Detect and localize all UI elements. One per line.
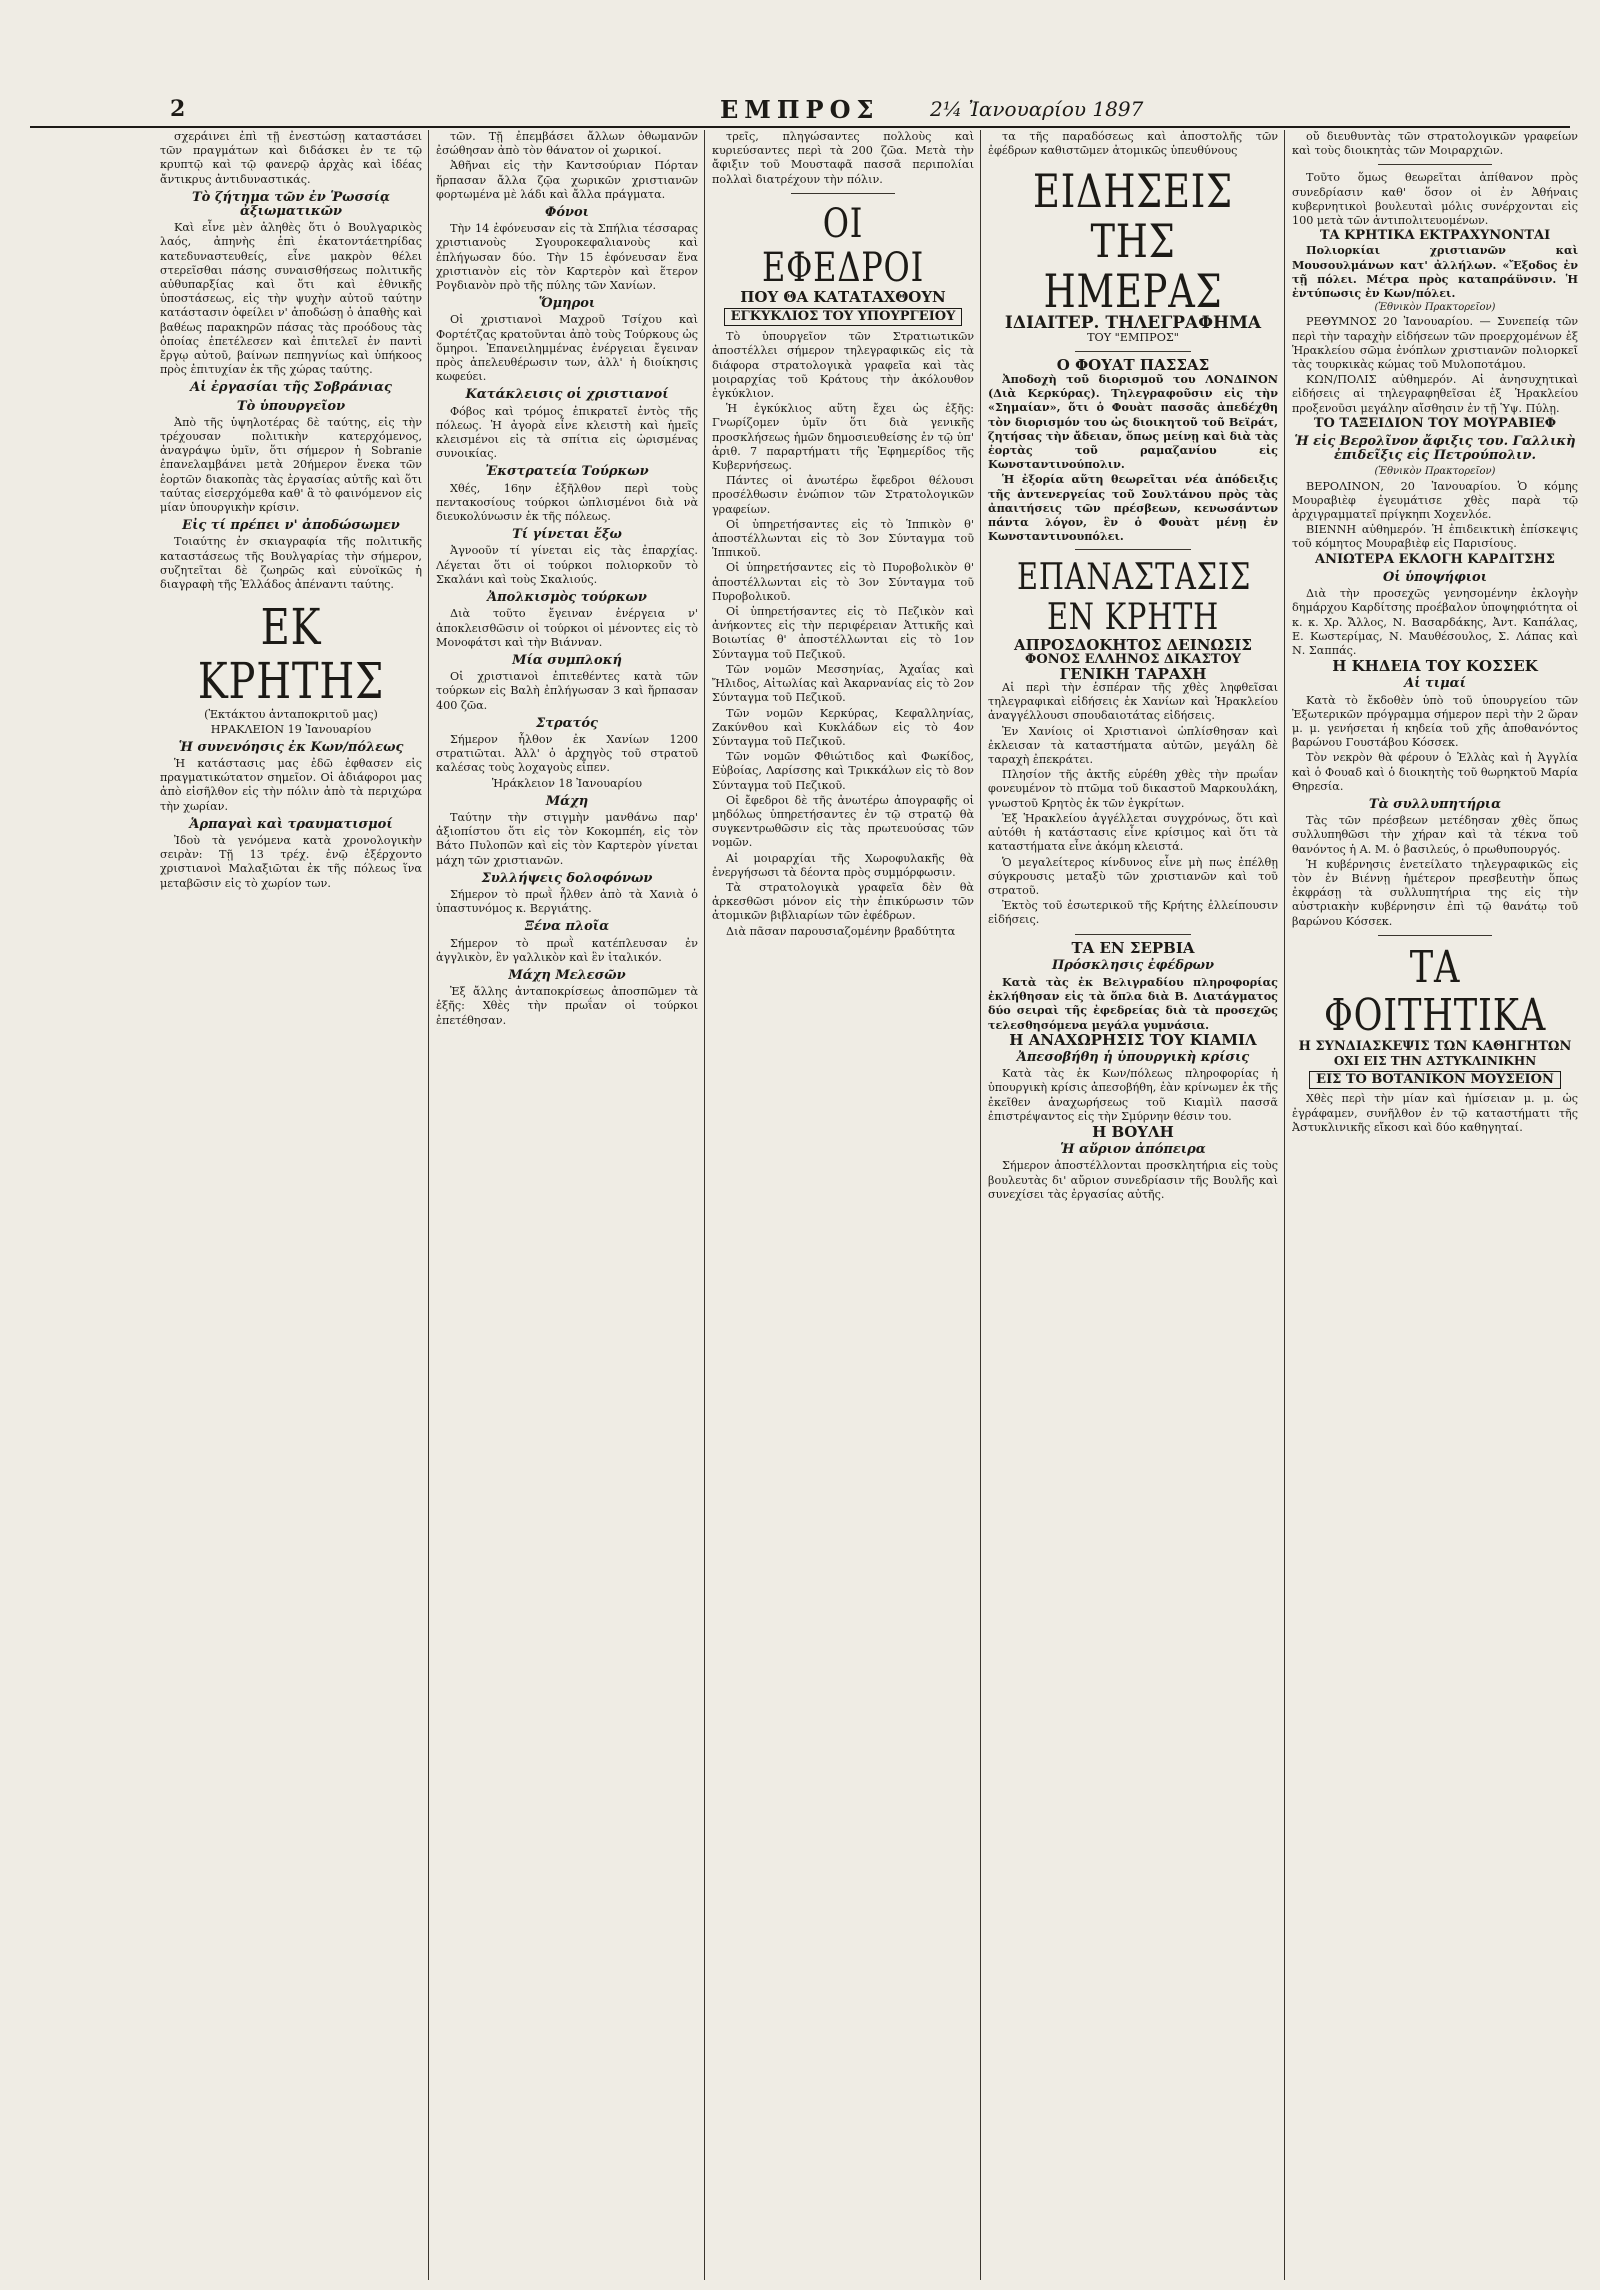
- article-kicker: ΕΓΚΥΚΛΙΟΣ ΤΟΥ ΥΠΟΥΡΓΕΙΟΥ: [724, 308, 963, 326]
- article-text: Διὰ τὴν προσεχῶς γενησομένην ἐκλογὴν δημάρχου Καρδίτσης προέβαλον ὑποψηφιότητα οἱ κ. κ. Χρ. Ἄλλος, Ν. Βασαρδάκης, Ἀντ. Καπάλας, Ε. Κωστερίμας, Ν. Μαυθέσουλος, Σ. Λάπας καὶ Ν. Σαππάς.: [1292, 587, 1578, 657]
- column-2: [436, 130, 698, 2280]
- article-text: οὔ διευθυντὰς τῶν στρατολογικῶν γραφείων καὶ τοὺς διοικητὰς τῶν Μοιραρχιῶν.: [1292, 130, 1578, 158]
- article-text: Καὶ εἶνε μὲν ἀληθὲς ὅτι ὁ Βουλγαρικὸς λαός, ἀπηνὴς ἐπὶ ἑκατοντάετηρίδας κατεδυναστευθείς, εἶνε μακρὸν θέλει στερεῖσθαι πάσης συναισθήσεως πολιτικῆς αὐθυπαρξίας καὶ ὅτι καὶ ἐθνικῆς ὑποστάσεως, εἰς τὴν ψυχὴν αὐτοῦ ταύτην κατάστασιν ὀφείλει ν' ἀποδώσῃ ὁ ἀπαθὴς καὶ βαθέως παρακηρῶν πάσας τὰς προόδους τὰς ὁποίας ἐπετέλεσεν καὶ ἐπιτελεῖ ἐν παντὶ ἔργῳ αὐτοῦ, βαίνων πεπηγνίως καὶ ὑπήκοος πρὸς ἐπιτυχίαν ἐκ τῆς χώρας ταύτης.: [160, 221, 422, 377]
- divider: [1075, 934, 1191, 935]
- column-3: [712, 130, 974, 2280]
- article-text: Οἱ χριστιανοὶ Μαχροῦ Τσίχου καὶ Φορτέτζας κρατοῦνται ἀπὸ τοὺς Τούρκους ὡς ὅμηροι. Ἐπανειλημμένας ἐνέργειαι ἔγειναν πρὸς ἀπελευθέρωσιν των, ἀλλ' ἡ διοίκησις κωφεύει.: [436, 313, 698, 384]
- article-text: τρεῖς, πληγώσαντες πολλοὺς καὶ κυριεύσαντες περὶ τὰ 200 ζῶα. Μετὰ τὴν ἄφιξιν τοῦ Μουσταφᾶ πασσᾶ περιπολίαι πολλαὶ διατρέχουν τὴν πόλιν.: [712, 130, 974, 186]
- article-text: Τὸν νεκρὸν θὰ φέρουν ὁ Ἑλλὰς καὶ ἡ Ἀγγλία καὶ ὁ Φουαδ καὶ ὁ διοικητὴς τοῦ θωρηκτοῦ Μαρία Θηρεσία.: [1292, 751, 1578, 793]
- article-text: Ἀγνοοῦν τί γίνεται εἰς τὰς ἐπαρχίας. Λέγεται ὅτι οἱ τούρκοι πολιορκοῦν τὸ Σκαλάνι καὶ τοὺς Σκαλιούς.: [436, 544, 698, 586]
- section-heading: Πρόσκλησις ἐφέδρων: [1051, 957, 1215, 973]
- article-text: Τὴν 14 ἐφόνευσαν εἰς τὰ Σπήλια τέσσαρας χριστιανοὺς Σγουροκεφαλιανοὺς καὶ ἐπλήγωσαν δύο. Τὴν 15 ἐφόνευσαν ἕνα χριστιανὸν εἰς τὸν Καρτερὸν καὶ ἕτερον Ρογδιανὸν πρὸ τῆς πύλης τῶν Χανίων.: [436, 222, 698, 293]
- article-text: Ἀποδοχὴ τοῦ διορισμοῦ του ΛΟΝΔΙΝΟΝ (Διὰ Κερκύρας). Τηλεγραφοῦσιν εἰς τὴν «Σημαίαν», ὅτι ὁ Φουὰτ πασσᾶς ἀπεδέχθη τὸν διορισμόν του ὡς διοικητοῦ τοῦ Βεϊράτ, ζητήσας τὴν ἄδειαν, ὅπως μείνῃ καὶ διὰ τὰς ἑορτὰς τοῦ ραμαζανίου εἰς Κωνσταντινούπολιν.: [988, 372, 1278, 472]
- section-heading: Ἡ εἰς Βερολῖνον ἄφιξις του. Γαλλικὴ ἐπιδεῖξις εἰς Πετρούπολιν.: [1294, 434, 1576, 464]
- article-subheadline: ΦΟΝΟΣ ΕΛΛΗΝΟΣ ΔΙΚΑΣΤΟΥ: [1025, 651, 1241, 667]
- dateline: ΗΡΑΚΛΕΙΟΝ 19 Ἰανουαρίου: [210, 722, 372, 736]
- section-heading: Η ΚΗΔΕΙΑ ΤΟΥ ΚΟΣΣΕΚ: [1332, 657, 1538, 676]
- divider: [791, 193, 896, 194]
- article-text: Κατὰ τὰς ἐκ Κων/πόλεως πληροφορίας ἡ ὑπουργικὴ κρίσις ἀπεσοβήθη, ἐὰν κρίνωμεν ἐκ τῆς ἐκεῖθεν ἀναχωρήσεως τοῦ Κιαμὶλ πασσᾶ ἐπιστρέψαντος εἰς τὴν Σμύρνην θέσιν του.: [988, 1067, 1278, 1123]
- article-text: σχεράινει ἐπὶ τῇ ἐνεστώσῃ καταστάσει τῶν πραγμάτων καὶ διδάσκει ἐν τε τῷ κρυπτῷ καὶ τῷ φανερῷ ἀρχὰς καὶ ἰδέας ἄντικρυς ἀντιδυναστικάς.: [160, 130, 422, 186]
- article-text: Ἐν Χανίοις οἱ Χριστιανοὶ ὡπλίσθησαν καὶ ἐκλεισαν τὰ καταστήματα αὐτῶν, μεγάλη δὲ ταραχὴ ἐπεκράτει.: [988, 724, 1278, 767]
- section-heading: Ἁρπαγαὶ καὶ τραυματισμοί: [189, 816, 393, 832]
- article-text: Διὰ πᾶσαν παρουσιαζομένην βραδύτητα: [726, 924, 956, 938]
- section-heading: Η ΑΝΑΧΩΡΗΣΙΣ ΤΟΥ ΚΙΑΜΙΛ: [1009, 1030, 1257, 1049]
- article-subheadline: ΠΟΥ ΘΑ ΚΑΤΑΤΑΧΘΟΥΝ: [740, 287, 946, 306]
- section-heading: ΤΟ ΤΑΞΕΙΔΙΟΝ ΤΟΥ ΜΟΥΡΑΒΙΕΦ: [1313, 415, 1557, 431]
- article-text: Τὰς τῶν πρέσβεων μετέδησαν χθὲς ὅπως συλλυπηθῶσι τὴν χήραν καὶ τὰ τέκνα τοῦ θανόντος ἡ Α. Μ. ὁ βασιλεύς, ὁ πρωθυπουργός.: [1292, 814, 1578, 856]
- column-5: [1292, 130, 1578, 2280]
- article-text: Τῶν νομῶν Κερκύρας, Κεφαλληνίας, Ζακύνθου καὶ Κυκλάδων εἰς τὸ 4ον Σύνταγμα τοῦ Πεζικοῦ.: [712, 706, 974, 748]
- column-1: [160, 130, 422, 2280]
- byline: (Ἐκτάκτου ἀνταποκριτοῦ μας): [204, 708, 378, 722]
- section-heading: Μάχη Μελεσῶν: [508, 967, 626, 983]
- article-text: Αἱ μοιραρχίαι τῆς Χωροφυλακῆς θὰ ἐνεργήσωσι τὰ δέοντα πρὸς συμμόρφωσιν.: [712, 851, 974, 879]
- section-heading: Αἱ τιμαί: [1404, 676, 1466, 692]
- column-rule: [1284, 130, 1285, 2280]
- article-text: Τὸ ὑπουργεῖον τῶν Στρατιωτικῶν ἀποστέλλει σήμερον τηλεγραφικῶς εἰς τὰ διάφορα στρατολογικὰ γραφεῖα καὶ τὰς μοιραρχίας τοῦ Κράτους τὴν ἀκόλουθον ἐγκύκλιον.: [712, 330, 974, 401]
- divider: [1075, 351, 1191, 352]
- section-heading: Συλλήψεις δολοφόνων: [481, 870, 653, 886]
- article-text: Ἡ ἐξορία αὕτη θεωρεῖται νέα ἀπόδειξις τῆς ἀντενεργείας τοῦ Σουλτάνου πρὸς τὰς ἀπαιτήσεις τῶν πρέσβεων, κενωσάντων πάντα λόγον, ἓν ὁ Φουὰτ μένῃ ἐν Κωνσταντινουπόλει.: [988, 472, 1278, 544]
- article-text: Φόβος καὶ τρόμος ἐπικρατεῖ ἐντὸς τῆς πόλεως. Ἡ ἀγορὰ εἶνε κλειστὴ καὶ ἡμεῖς κλεισμένοι εἰς τὰ σπίτια εἰς ὡρισμένας συνοικίας.: [436, 404, 698, 461]
- article-text: Τὰ στρατολογικὰ γραφεῖα δὲν θὰ ἀρκεσθῶσι μόνον εἰς τὴν ἐπικύρωσιν τῶν ἀτομικῶν βιβλιαρίων τῶν ἐφέδρων.: [712, 880, 974, 923]
- article-text: ΒΕΡΟΛΙΝΟΝ, 20 Ἰανουαρίου. Ὁ κόμης Μουραβιὲφ ἐγευμάτισε χθὲς παρὰ τῷ ἀρχιγραμματεῖ πρίγκηπι Χοχενλόε.: [1292, 479, 1578, 522]
- column-4: [988, 130, 1278, 2280]
- article-text: Ἐξ Ἡρακλείου ἀγγέλλεται συγχρόνως, ὅτι καὶ αὐτόθι ἡ κατάστασις εἶνε κρίσιμος καὶ ὅτι τὰ καταστήματα εἶνε ἀκόμη κλειστά.: [988, 811, 1278, 854]
- article-headline: ΟΙ ΕΦΕΔΡΟΙ: [761, 200, 925, 291]
- section-heading: Τὸ ζήτημα τῶν ἐν Ῥωσσίᾳ ἀξιωματικῶν: [191, 189, 391, 220]
- source-credit: (Ἐθνικὸν Πρακτορεῖον): [1374, 302, 1496, 314]
- article-text: Διὰ τοῦτο ἔγειναν ἐνέργεια ν' ἀποκλεισθῶσιν οἱ τούρκοι οἱ μένοντες εἰς τὸ Μονοφάτσι καὶ τὴν Βιάνναν.: [436, 607, 698, 649]
- section-heading: Μάχη: [545, 793, 589, 809]
- section-heading: ΤΑ ΚΡΗΤΙΚΑ ΕΚΤΡΑΧΥΝΟΝΤΑΙ: [1319, 228, 1551, 244]
- article-text: Οἱ ὑπηρετήσαντες εἰς τὸ Πυροβολικὸν θ' ἀποστέλλωνται εἰς τὸ 3ον Σύνταγμα τοῦ Πυροβολικοῦ.: [712, 561, 974, 603]
- dateline: Ἡράκλειον 18 Ἰανουαρίου: [491, 776, 643, 790]
- article-headline: ΕΠΑΝΑΣΤΑΣΙΣ ΕΝ ΚΡΗΤΗ: [1017, 557, 1252, 639]
- article-subheadline: Η ΣΥΝΔΙΑΣΚΕΨΙΣ ΤΩΝ ΚΑΘΗΓΗΤΩΝ: [1298, 1038, 1572, 1054]
- article-text: Χθὲς περὶ τὴν μίαν καὶ ἡμίσειαν μ. μ. ὡς ἐγράφαμεν, συνῆλθον ἐν τῷ καταστήματι τῆς Ἀστυκλινικῆς εἴκοσι καὶ δύο καθηγηταί.: [1292, 1092, 1578, 1134]
- article-text: Τοιαύτης ἐν σκιαγραφία τῆς πολιτικῆς καταστάσεως τῆς Βουλγαρίας τὴν σήμερον, συζητεῖται δὲ ζωηρῶς καὶ εὐνοϊκῶς ἡ διαγραφὴ τῆς Ἑλλάδος ἀπέναντι ταύτης.: [160, 535, 422, 592]
- section-heading: Ὅμηροι: [538, 296, 596, 312]
- article-text: Πάντες οἱ ἀνωτέρω ἔφεδροι θέλουσι προσέλθωσιν ἐνώπιον τῶν Στρατολογικῶν γραφείων.: [712, 474, 974, 516]
- article-text: Σήμερον ἦλθον ἐκ Χανίων 1200 στρατιῶται. Ἀλλ' ὁ ἀρχηγὸς τοῦ στρατοῦ καλέσας τοὺς λοχαγοὺς εἶπεν.: [436, 732, 698, 775]
- article-text: Κατὰ τὰς ἐκ Βελιγραδίου πληροφορίας ἐκλήθησαν εἰς τὰ ὅπλα διὰ Β. Διατάγματος δύο σειραὶ τῆς ἐφεδρείας διὰ τὰ προσεχῶς τελεσθησόμενα μεγάλα γυμνάσια.: [988, 974, 1278, 1032]
- article-text: Ἰδοὺ τὰ γενόμενα κατὰ χρονολογικὴν σειρὰν: Τῇ 13 τρέχ. ἐνῷ ἐξέρχοντο χριστιανοὶ Μαλαξιῶται ἐκ τῆς πόλεως ἵνα μεταβῶσιν εἰς τὸ χωρίον των.: [160, 833, 422, 890]
- article-text: Σήμερον τὸ πρωῒ ἦλθεν ἀπὸ τὰ Χανιὰ ὁ ὑπαστυνόμος κ. Βεργιάτης.: [436, 887, 698, 916]
- source-credit: (Ἐθνικὸν Πρακτορεῖον): [1374, 466, 1496, 478]
- article-text: ΒΙΕΝΝΗ αὐθημερόν. Ἡ ἐπιδεικτικὴ ἐπίσκεψις τοῦ κόμητος Μουραβιὲφ εἰς Παρισίους.: [1292, 523, 1578, 551]
- article-text: Ἐξ ἄλλης ἀνταποκρίσεως ἀποσπῶμεν τὰ ἑξῆς: Χθὲς τὴν πρωΐαν οἱ τούρκοι ἐπετέθησαν.: [436, 985, 698, 1027]
- section-heading: Ἡ συνενόησις ἐκ Κων/πόλεως: [178, 739, 404, 755]
- article-text: Οἱ χριστιανοὶ ἐπιτεθέντες κατὰ τῶν τούρκων εἰς Βαλὴ ἐπλήγωσαν 3 καὶ ἥρπασαν 400 ζῶα.: [436, 670, 698, 712]
- section-heading: Ἡ αὔριον ἀπόπειρα: [1060, 1142, 1206, 1158]
- section-heading: Ο ΦΟΥΑΤ ΠΑΣΣΑΣ: [1056, 355, 1210, 374]
- page-number: 2: [170, 96, 186, 122]
- column-rule: [428, 130, 429, 2280]
- section-heading: Αἱ ἐργασίαι τῆς Σοβράνιας: [190, 380, 392, 396]
- article-text: Πλησίον τῆς ἀκτῆς εὑρέθη χθὲς τὴν πρωΐαν φονευμένον τὸ πτῶμα τοῦ δικαστοῦ Μαρκουλάκη, γνωστοῦ Κρητὸς ἐκ τῶν ἐγκρίτων.: [988, 768, 1278, 810]
- article-subheadline: ΑΠΡΟΣΔΟΚΗΤΟΣ ΔΕΙΝΩΣΙΣ: [1013, 636, 1253, 655]
- article-text: Ἐκτὸς τοῦ ἐσωτερικοῦ τῆς Κρήτης ἐλλείπουσιν εἰδήσεις.: [988, 899, 1278, 927]
- section-heading: Μία συμπλοκή: [512, 652, 622, 668]
- article-text: τῶν. Τῇ ἐπεμβάσει ἄλλων ὀθωμανῶν ἐσώθησαν ἀπὸ τὸν θάνατον οἱ χωρικοί.: [436, 130, 698, 158]
- article-text: Ἀθῆναι εἰς τὴν Καντσούριαν Πόρταν ἥρπασαν ἄλλα ζῷα χωρικῶν χριστιανῶν φορτωμένα μὲ λάδι καὶ ἄλλα πράγματα.: [436, 159, 698, 201]
- section-heading: Φόνοι: [545, 205, 589, 221]
- article-subheadline: ΓΕΝΙΚΗ ΤΑΡΑΧΗ: [1059, 664, 1207, 683]
- column-rule: [704, 130, 705, 2280]
- article-headline: ΕΚ ΚΡΗΤΗΣ: [197, 598, 385, 711]
- section-heading: Κατάκλεισις οἱ χριστιανοί: [465, 387, 669, 403]
- section-banner: ΕΙΔΗΣΕΙΣ ΤΗΣ ΗΜΕΡΑΣ: [1033, 164, 1233, 319]
- section-heading: Εἰς τί πρέπει ν' ἀποδώσωμεν: [182, 518, 400, 534]
- article-text: Κατὰ τὸ ἔκδοθὲν ὑπὸ τοῦ ὑπουργείου τῶν Ἐξωτερικῶν πρόγραμμα σήμερον περὶ τὴν 2 ὥραν μ. μ. γενήσεται ἡ κηδεία τοῦ χῆς ἀποθανόντος βαρώνου Γουστάβου Κόσσεκ.: [1292, 693, 1578, 750]
- article-text: Σήμερον ἀποστέλλονται προσκλητήρια εἰς τοὺς βουλευτὰς δι' αὔριον συνεδρίασιν τῆς Βουλῆς καὶ συνεχίσει τὰς ἐργασίας αὐτῆς.: [988, 1159, 1278, 1201]
- section-heading: Στρατός: [536, 715, 598, 731]
- article-kicker: ΤΟΥ "ΕΜΠΡΟΣ": [1087, 330, 1179, 344]
- article-text: ΚΩΝ/ΠΟΛΙΣ αὐθημερόν. Αἱ ἀνησυχητικαὶ εἰδήσεις αἱ τηλεγραφηθεῖσαι ἐξ Ἡρακλείου προξενοῦσι μεγάλην αἴσθησιν ἐν τῇ Ὑψ. Πύλῃ.: [1292, 373, 1578, 415]
- divider: [1075, 549, 1191, 550]
- masthead: [30, 92, 1570, 128]
- article-text: τα τῆς παραδόσεως καὶ ἀποστολῆς τῶν ἐφέδρων καθιστῶμεν ἀτομικῶς ὑπευθύνους: [988, 130, 1278, 158]
- article-text: Οἱ ὑπηρετήσαντες εἰς τὸ Ἱππικὸν θ' ἀποστέλλωνται εἰς τὸ 3ον Σύνταγμα τοῦ Ἱππικοῦ.: [712, 517, 974, 560]
- divider: [1378, 935, 1492, 936]
- section-heading: Ἀπολκισμὸς τούρκων: [487, 590, 647, 606]
- article-text: Ἡ κυβέρνησις ἐνετείλατο τηλεγραφικῶς εἰς τὸν ἐν Βιέννῃ ἡμέτερον πρεσβευτὴν ὅπως ἐκφράσῃ τὰ συλλυπητήρια της εἰς τὴν αὐστριακὴν κυβέρνησιν ἐπὶ τῷ θανάτῳ τοῦ βαρώνου Κόσσεκ.: [1292, 857, 1578, 928]
- article-text: Οἱ ὑπηρετήσαντες εἰς τὸ Πεζικὸν καὶ ἀνήκοντες εἰς τὴν περιφέρειαν Ἀττικῆς καὶ Βοιωτίας θ' ἀποστέλλωνται εἰς τὸ 1ον Σύνταγμα τοῦ Πεζικοῦ.: [712, 605, 974, 661]
- newspaper-name: ΕΜΠΡΟΣ: [720, 94, 880, 124]
- article-text: Ἡ ἐγκύκλιος αὕτη ἔχει ὡς ἑξῆς: Γνωρίζομεν ὑμῖν ὅτι διὰ γενικῆς προσκλήσεως ἡμῶν δημοσιευθείσης ἐν τῷ ὑπ' ἀριθ. 7 παραρτήματι τῆς Ἐφημερίδος τῆς Κυβερνήσεως.: [712, 402, 974, 473]
- article-text: Πολιορκίαι χριστιανῶν καὶ Μουσουλμάνων κατ' ἀλλήλων. «Ἔξοδος ἐν τῇ πόλει. Μέτρα πρὸς καταπράϋνσιν. Ἡ ἐντύπωσις ἐν Κων/πόλει.: [1292, 243, 1578, 301]
- column-rule: [980, 130, 981, 2280]
- section-heading: Οἱ ὑποψήφιοι: [1382, 569, 1488, 585]
- article-text: Τοῦτο ὅμως θεωρεῖται ἀπίθανον πρὸς συνεδρίασιν καθ' ὅσον οἱ ἐν Ἀθήναις κυβερνητικοὶ βουλευταὶ μόλις συνέρχονται εἰς 100 μετὰ τῶν ἀντιπολιτευομένων.: [1292, 171, 1578, 228]
- article-text: Ταύτην τὴν στιγμὴν μανθάνω παρ' ἀξιοπίστου ὅτι εἰς τὸν Κοκομπέη, εἰς τὸν Βάτο Πυλοπῶν καὶ εἰς τὸν Καρτερὸν γίνεται μάχη τῶν χριστιανῶν.: [436, 810, 698, 867]
- section-heading: ΑΝΙΩΤΕΡΑ ΕΚΛΟΓΗ ΚΑΡΔΙΤΣΗΣ: [1315, 551, 1555, 567]
- columns: [160, 130, 1580, 2280]
- section-heading: Ἐκστρατεία Τούρκων: [485, 464, 649, 480]
- article-text: Χθές, 16ην ἐξῆλθον περὶ τοὺς πεντακοσίους τούρκοι ὡπλισμένοι διὰ νὰ διευκολύνωσιν ἐκ τῆς πόλεως.: [436, 481, 698, 524]
- article-text: Ὁ μεγαλείτερος κίνδυνος εἶνε μὴ πως ἐπέλθῃ σύγκρουσις μεταξὺ τῶν χριστιανῶν καὶ τοῦ στρατοῦ.: [988, 855, 1278, 897]
- section-heading: Τὰ συλλυπητήρια: [1368, 796, 1502, 812]
- section-heading: ΤΑ ΕΝ ΣΕΡΒΙΑ: [1071, 938, 1195, 957]
- section-heading: Τί γίνεται ἔξω: [512, 527, 622, 543]
- article-text: Τῶν νομῶν Μεσσηνίας, Ἀχαΐας καὶ Ἤλιδος, Αἰτωλίας καὶ Ἀκαρνανίας εἰς τὸ 2ον Σύνταγμα τοῦ Πεζικοῦ.: [712, 662, 974, 705]
- article-headline: ΤΑ ΦΟΙΤΗΤΙΚΑ: [1323, 941, 1547, 1041]
- section-heading: Ἀπεσοβήθη ἡ ὑπουργικὴ κρίσις: [1016, 1049, 1250, 1065]
- article-headline: ΙΔΙΑΙΤΕΡ. ΤΗΛΕΓΡΑΦΗΜΑ: [1004, 313, 1262, 334]
- article-kicker: ΕΙΣ ΤΟ ΒΟΤΑΝΙΚΟΝ ΜΟΥΣΕΙΟΝ: [1309, 1071, 1561, 1089]
- divider: [1378, 164, 1492, 165]
- section-heading: Τὸ ὑπουργεῖον: [236, 398, 346, 414]
- article-text: Οἱ ἔφεδροι δὲ τῆς ἀνωτέρω ἀπογραφῆς οἱ μηδόλως ὑπηρετήσαντες ἐν τῷ στρατῷ θὰ συγκεντρωθῶσιν εἰς τὰς πρωτευούσας τῶν νομῶν.: [712, 793, 974, 850]
- article-text: ΡΕΘΥΜΝΟΣ 20 Ἰανουαρίου. — Συνεπείᾳ τῶν περὶ τὴν ταραχὴν εἰδήσεων τῶν προερχομένων ἐξ Ἡρακλείου σῶμα ἐνόπλων χριστιανῶν πολιορκεῖ τὰς τουρκικὰς κώμας τοῦ Μυλοποτάμου.: [1292, 315, 1578, 372]
- issue-date: 2¼ Ἰανουαρίου 1897: [930, 97, 1144, 121]
- article-text: Αἱ περὶ τὴν ἑσπέραν τῆς χθὲς ληφθεῖσαι τηλεγραφικαὶ εἰδήσεις ἐκ Χανίων καὶ Ἡρακλείου ἀναγγέλλουσι σπουδαιοτάτας εἰδήσεις.: [988, 681, 1278, 723]
- section-heading: Ξένα πλοῖα: [524, 919, 610, 935]
- article-text: Τῶν νομῶν Φθιώτιδος καὶ Φωκίδος, Εὐβοίας, Λαρίσσης καὶ Τρικκάλων εἰς τὸ 8ον Σύνταγμα τοῦ Πεζικοῦ.: [712, 750, 974, 792]
- article-text: Σήμερον τὸ πρωῒ κατέπλευσαν ἐν ἀγγλικὸν, ἓν γαλλικὸν καὶ ἓν ἰταλικόν.: [436, 936, 698, 964]
- article-text: Ἀπὸ τῆς ὑψηλοτέρας δὲ ταύτης, εἰς τὴν τρέχουσαν πολιτικὴν κατερχόμενος, ἀναγράψω ὑμῖν, ὅτι σήμερον ἡ Sobranie ἐπανελαμβάνει μετὰ 20ήμερον ἕνεκα τῶν ἑορτῶν διακοπὰς τὰς ἐργασίας αὐτῆς καὶ ὅτι ταύτας εἰσερχόμεθα καθ' ἃ τὸ φαινόμενον εἰς μίαν ὑπουργικὴν κρίσιν.: [160, 415, 422, 515]
- article-subheadline: ΟΧΙ ΕΙΣ ΤΗΝ ΑΣΤΥΚΛΙΝΙΚΗΝ: [1333, 1053, 1537, 1068]
- section-heading: Η ΒΟΥΛΗ: [1092, 1122, 1174, 1141]
- article-text: Ἡ κατάστασις μας ἐδῶ ἐφθασεν εἰς πραγματικώτατον σημεῖον. Οἱ ἀδιάφοροι μας ἀπὸ εἰσῆλθον εἰς τὴν πόλιν ἀπὸ τὰ περιχώρα τὴν χωρίαν.: [160, 756, 422, 813]
